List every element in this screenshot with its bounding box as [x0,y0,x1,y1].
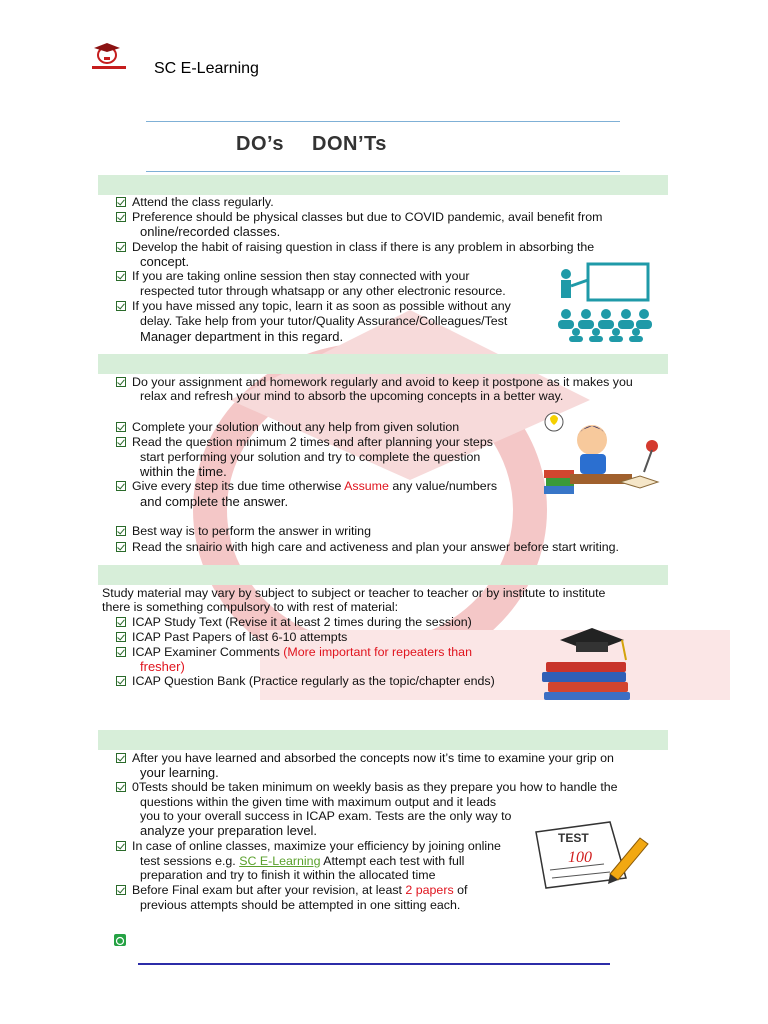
title-dos: DO’s [236,133,284,155]
test-paper-icon [534,820,650,895]
list-item: Give every step its due time otherwise Assume any value/numbers [116,479,497,494]
checkbox-icon [116,422,126,432]
brand-name: SC E-Learning [154,60,259,77]
list-item-cont: previous attempts should be attempted in one sitting each. [140,898,461,912]
checkbox-icon [116,526,126,536]
list-item: Complete your solution without any help from given solution [116,420,459,435]
checkbox-icon [116,632,126,642]
page-title [236,133,409,156]
section-band-1 [98,175,668,195]
section-band-4 [98,730,668,750]
title-divider-top [146,121,620,122]
list-item-cont: Manager department in this regard. [140,329,344,344]
list-item-cont: start performing your solution and try to complete the question [140,450,481,464]
checkbox-icon [116,197,126,207]
checkbox-icon [116,647,126,657]
list-item-cont: your learning. [140,765,219,780]
section-band-3 [98,565,668,585]
checkbox-icon [116,542,126,552]
title-divider-bottom [146,171,620,172]
list-item: In case of online classes, maximize your efficiency by joining online [116,839,501,854]
section3-intro: there is something compulsory to with rest of material: [102,600,399,614]
checkbox-icon [116,841,126,851]
section-band-2 [98,354,668,374]
checkbox-icon [116,212,126,222]
list-item-cont: within the time. [140,464,227,479]
svg-text:100: 100 [568,849,592,866]
classroom-icon [552,262,652,347]
list-item: Best way is to perform the answer in writing [116,524,371,539]
list-item: ICAP Past Papers of last 6-10 attempts [116,630,347,645]
checkbox-icon [116,437,126,447]
list-item: Develop the habit of raising question in class if there is any problem in absorbing the [116,240,594,255]
list-item: ICAP Question Bank (Practice regularly as the topic/chapter ends) [116,674,495,689]
list-item: Before Final exam but after your revision, at least 2 papers of [116,883,467,898]
list-item: ICAP Study Text (Revise it at least 2 times during the session) [116,615,472,630]
list-item-cont: relax and refresh your mind to absorb the upcoming concepts in a better way. [140,389,564,403]
footer-divider [138,963,610,965]
whatsapp-icon[interactable] [114,934,126,946]
list-item-cont: you to your overall success in ICAP exam. Tests are the only way to [140,809,512,823]
title-donts: DON’Ts [312,133,387,155]
list-item: 0Tests should be taken minimum on weekly basis as they prepare you how to handle the [116,780,618,795]
list-item-cont: test sessions e.g. SC E-Learning Attempt each test with full [140,854,465,868]
list-item-cont: concept. [140,254,190,269]
list-item-cont: delay. Take help from your tutor/Quality Assurance/Colleagues/Test [140,314,508,328]
checkbox-icon [116,676,126,686]
list-item: Read the question minimum 2 times and after planning your steps [116,435,493,450]
svg-text:TEST: TEST [558,831,589,845]
checkbox-icon [116,301,126,311]
list-item: Attend the class regularly. [116,195,274,210]
list-item: After you have learned and absorbed the concepts now it’s time to examine your grip on [116,751,614,766]
list-item-cont: online/recorded classes. [140,224,281,239]
checkbox-icon [116,617,126,627]
list-item: ICAP Examiner Comments (More important for repeaters than [116,645,472,660]
list-item: Do your assignment and homework regularly and avoid to keep it postpone as it makes you [116,375,633,390]
checkbox-icon [116,885,126,895]
checkbox-icon [116,481,126,491]
list-item-cont: respected tutor through whatsapp or any other electronic resource. [140,284,506,298]
checkbox-icon [116,782,126,792]
checkbox-icon [116,242,126,252]
logo-icon [88,40,130,74]
list-item: If you are taking online session then stay connected with your [116,269,470,284]
graduation-books-icon [538,626,638,707]
list-item: Preference should be physical classes but due to COVID pandemic, avail benefit from [116,210,602,225]
list-item: If you have missed any topic, learn it as soon as possible without any [116,299,511,314]
section3-intro: Study material may vary by subject to subject or teacher to teacher or by institute to institute [102,586,606,600]
list-item-cont: questions within the given time with maximum output and it leads [140,795,497,809]
list-item-cont: and complete the answer. [140,494,289,509]
list-item-cont: preparation and try to finish it within the allocated time [140,868,436,882]
checkbox-icon [116,753,126,763]
checkbox-icon [116,271,126,281]
checkbox-icon [116,377,126,387]
list-item-cont: fresher) [140,659,185,674]
sc-elearning-link[interactable]: SC E-Learning [239,854,321,868]
list-item: Read the snairio with high care and activeness and plan your answer before start writing. [116,540,619,555]
student-study-icon [540,410,662,509]
list-item-cont: analyze your preparation level. [140,823,318,838]
